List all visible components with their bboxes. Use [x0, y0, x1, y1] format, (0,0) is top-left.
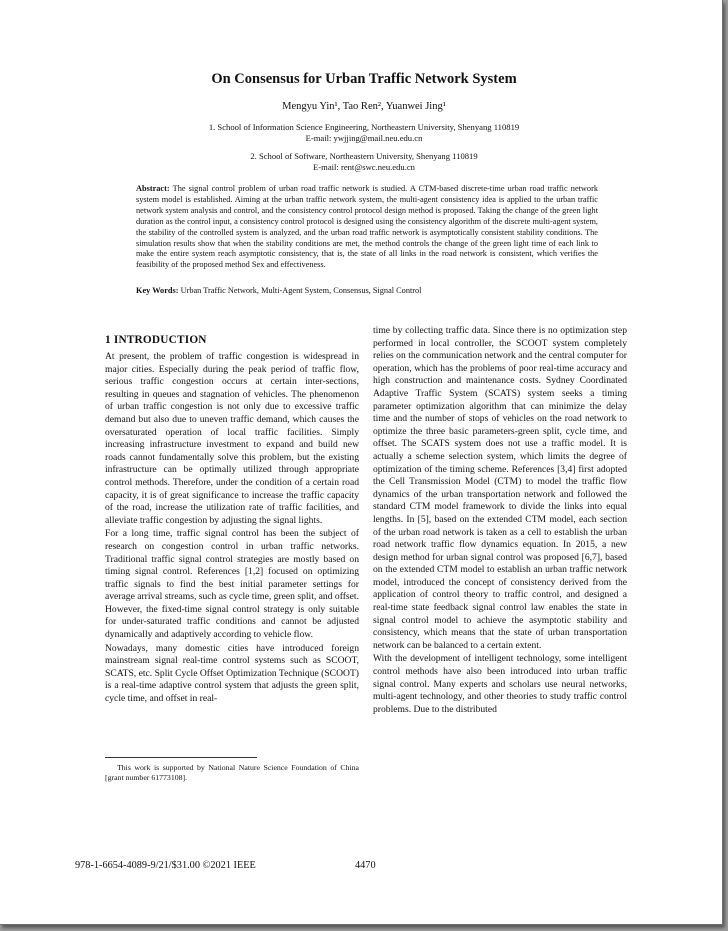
affiliation-2-address: 2. School of Software, Northeastern University, Shenyang 110819 — [250, 151, 478, 161]
affiliation-2 — [0, 151, 723, 173]
affiliation-1 — [0, 122, 723, 144]
affiliation-1-address: 1. School of Information Science Engineering, Northeastern University, Shenyang 110819 — [208, 122, 520, 132]
abstract-text: The signal control problem of urban road traffic network is studied. A CTM-based discrete-time urban road traffic network system model is established. Aiming at the urban traffic network system, the multi-agent consistency idea is applied to the urban traffic network system analysis and control, and the consistency control protocol design method is proposed. Taking the change of the green light duration as the control input, a consistency control protocol is designed using the consistency algorithm of the discrete multi-agent system, the stability of the controlled system is analyzed, and the urban road traffic network is asymptotically consistent stability conditions. The simulation results show that when the stability conditions are met, the method controls the change of the green light time of each link to make the entire system reach asymptotic consistency, that is, the state of all links in the road network is consistent, which verifies the feasibility of the proposed method Sex and effectiveness. — [136, 184, 598, 270]
paper-authors: Mengyu Yin¹, Tao Ren², Yuanwei Jing¹ — [282, 101, 446, 112]
section-heading-introduction: 1 INTRODUCTION — [105, 334, 207, 346]
footnote-rule — [105, 757, 257, 758]
paragraph: Nowadays, many domestic cities have introduced foreign mainstream signal real-time control systems such as SCOOT, SCATS, etc. Split Cycle Offset Optimization Technique (SCOOT) is a real-time adaptive control system that adjusts the green split, cycle time, and offset in real- — [105, 642, 359, 705]
keywords-text: Urban Traffic Network, Multi-Agent System, Consensus, Signal Control — [180, 286, 422, 295]
paragraph: For a long time, traffic signal control has been the subject of research on congestion control in urban traffic networks. Traditional traffic signal control strategies are mostly based on timing signal control. References [1,2] focused on optimizing traffic signals to find the best initial parameter settings for average arrival streams, such as cycle time, green split, and offset. However, the fixed-time signal control strategy is only suitable for under-saturated traffic conditions and cannot be adjusted dynamically and adaptively according to vehicle flow. — [105, 528, 359, 641]
abstract-label: Abstract: — [136, 184, 170, 193]
page-number: 4470 — [355, 860, 376, 871]
right-column — [373, 325, 627, 716]
paragraph: time by collecting traffic data. Since there is no optimization step performed in local controller, the SCOOT system completely relies on the communication network and the central computer for operation, which has the problems of poor real-time accuracy and high construction and maintenance costs. Sydney Coordinated Adaptive Traffic System (SCATS) system seeks a timing parameter optimization algorithm that can minimize the delay time and the number of stops of vehicles on the road network to optimize the three basic parameters-green split, cycle time, and offset. The SCATS system does not use a traffic model. It is actually a scheme selection system, which limits the degree of optimization of the timing scheme. References [3,4] first adopted the Cell Transmission Model (CTM) to model the traffic flow dynamics of the urban transportation network and followed the standard CTM model framework to divide the links into equal lengths. In [5], based on the extended CTM model, each section of the urban road network is taken as a cell to establish the urban road network traffic flow dynamics equation. In 2015, a new design method for urban signal control was proposed [6,7], based on the extended CTM model to establish an urban traffic network model, introduced the concept of consistency derived from the application of control theory to traffic control, and designed a real-time state feedback signal control law enables the state in signal control model to achieve the asymptotic stability and consistency, which means that the state of urban transportation network can be balanced to a certain extent. — [373, 325, 627, 651]
paragraph: At present, the problem of traffic congestion is widespread in major cities. Especially during the peak period of traffic flow, serious traffic congestion occurs at certain inter-sections, resulting in queues and stagnation of vehicles. The phenomenon of urban traffic congestion is not only due to excessive traffic demand but also due to uneven traffic demand, which causes the oversaturated operation of local traffic facilities. Simply increasing infrastructure investment to expand and build new roads cannot fundamentally solve this problem, but the existing infrastructure can be optimally utilized through appropriate control methods. Therefore, under the condition of a certain road capacity, it is of great significance to increase the traffic capacity of the road, increase the utilization rate of traffic facilities, and alleviate traffic congestion by adjusting the signal lights. — [105, 351, 359, 526]
isbn-copyright: 978-1-6654-4089-9/21/$31.00 ©2021 IEEE — [75, 860, 256, 871]
affiliation-2-email: E-mail: rent@swc.neu.edu.cn — [313, 162, 415, 172]
left-column — [105, 351, 359, 706]
keywords — [136, 285, 598, 296]
paragraph: With the development of intelligent technology, some intelligent control methods have also been introduced into urban traffic signal control. Many experts and scholars use neural networks, multi-agent technology, and other theories to study traffic control problems. Due to the distributed — [373, 653, 627, 715]
affiliation-1-email: E-mail: ywjjing@mail.neu.edu.cn — [305, 133, 423, 143]
keywords-label: Key Words: — [136, 286, 179, 295]
abstract — [136, 184, 598, 271]
paper-title: On Consensus for Urban Traffic Network System — [211, 71, 517, 87]
footnote: This work is supported by National Nature Science Foundation of China [grant number 61773108]. — [105, 763, 359, 782]
